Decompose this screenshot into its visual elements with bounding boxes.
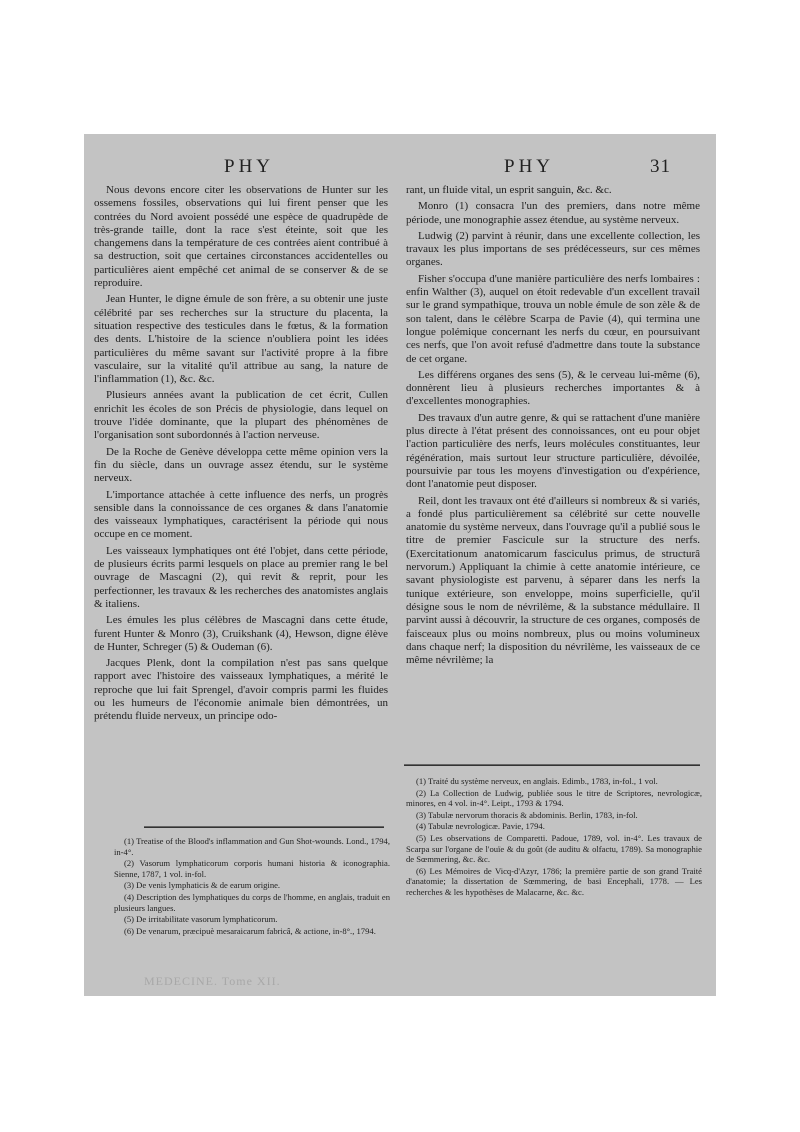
footnote: (2) La Collection de Ludwig, publiée sous le titre de Scriptores, nevrologicæ, minores, en 4 vol. in-4°. Leipt., 1793 & 1794. bbox=[406, 787, 702, 809]
footnote: (3) De venis lymphaticis & de earum origine. bbox=[124, 880, 281, 891]
paragraph: Monro (1) consacra l'un des premiers, dans notre même période, une monographie assez étendue, au système nerveux. bbox=[406, 200, 700, 226]
footnote-divider-left bbox=[144, 826, 384, 828]
footnote: (3) Tabulæ nervorum thoracis & abdominis. Berlin, 1783, in-fol. bbox=[416, 809, 638, 820]
footnote: (4) Description des lymphatiques du corps de l'homme, en anglais, traduit en plusieurs langues. bbox=[114, 891, 390, 913]
paragraph: Les vaisseaux lymphatiques ont été l'objet, dans cette période, de plusieurs écrits parmi lesquels on place au premier rang le bel ouvrage de Mascagni (2), qui revit & reprit, pour les perfectionner, les travaux & les recherches des anatomistes anglais & italiens. bbox=[94, 544, 388, 610]
footnote: (6) De venarum, præcipuè mesaraicarum fabricâ, & actione, in-8°., 1794. bbox=[124, 925, 376, 936]
paragraph: Ludwig (2) parvint à réunir, dans une excellente collection, les travaux les plus importans de ses prédécesseurs, sur ces mêmes organes. bbox=[406, 229, 700, 269]
footnote: (6) Les Mémoires de Vicq-d'Azyr, 1786; la première partie de son grand Traité d'anatomie; la dissertation de Sœmmering, de basi Encephali, 1778. — Les recherches & les hypothèses de Malacarne, &c. &c. bbox=[406, 865, 702, 897]
left-footnotes bbox=[114, 836, 390, 937]
footnote: (4) Tabulæ nevrologicæ. Pavie, 1794. bbox=[416, 821, 545, 832]
scanned-page bbox=[84, 134, 716, 996]
faded-footer-signature: MEDECINE. Tome XII. bbox=[144, 974, 281, 988]
footnote: (2) Vasorum lymphaticorum corporis humani historia & iconographia. Sienne, 1787, 1 vol. in-fol. bbox=[114, 858, 390, 879]
paragraph: Les émules les plus célèbres de Mascagni dans cette étude, furent Hunter & Monro (3), Cruikshank (4), Hewson, digne élève de Hunter, Schreger (5) & Oudeman (6). bbox=[94, 614, 388, 653]
right-column bbox=[406, 184, 700, 670]
left-column bbox=[94, 184, 388, 727]
paragraph: Plusieurs années avant la publication de cet écrit, Cullen enrichit les écoles de son Précis de physiologie, dans lequel on trouve l'idée dominante, que la plupart des phénomènes de l'organisation sont subordonnés à l'action nerveuse. bbox=[94, 389, 388, 442]
paragraph: L'importance attachée à cette influence des nerfs, un progrès sensible dans la connoissance de ces organes & dans l'anatomie des vaisseaux lymphatiques, caractérisent la période qui nous occupe en ce moment. bbox=[94, 488, 388, 541]
paragraph: rant, un fluide vital, un esprit sanguin, &c. &c. bbox=[406, 184, 612, 196]
paragraph: Les différens organes des sens (5), & le cerveau lui-même (6), donnèrent lieu à plusieurs recherches importantes & à d'excellentes monographies. bbox=[406, 368, 700, 408]
paragraph: Nous devons encore citer les observations de Hunter sur les ossemens fossiles, observations qui lui firent penser que les contrées du Nord avoient possédé une espèce de quadrupède de très-grande taille, dont la race s'est éteinte, soit que les changemens dans la température de ces contrées aient contribué à sa destruction, soit que certaines circonstances accidentelles ou particulières aient empêché cet animal de se conserver & de se reproduire. bbox=[94, 184, 388, 290]
header-left: PHY bbox=[224, 156, 275, 177]
header-right: PHY bbox=[504, 156, 555, 177]
footnote: (1) Treatise of the Blood's inflammation and Gun Shot-wounds. Lond., 1794, in-4°. bbox=[114, 836, 390, 857]
paragraph: Fisher s'occupa d'une manière particulière des nerfs lombaires : enfin Walther (3), auquel on étoit redevable d'un excellent travail sur le grand sympathique, trouva un noble émule de son zèle & de son talent, dans le célèbre Scarpa de Pavie (4), qui termina une longue polémique concernant les nerfs du cœur, en poursuivant ces nerfs, que l'on avoit refusé d'admettre dans toute la substance de cet organe. bbox=[406, 272, 700, 365]
footnote: (1) Traité du système nerveux, en anglais. Edimb., 1783, in-fol., 1 vol. bbox=[416, 776, 658, 786]
paragraph: De la Roche de Genève développa cette même opinion vers la fin du siècle, dans un ouvrage assez étendu, sur le système nerveux. bbox=[94, 445, 388, 485]
footnote: (5) De irritabilitate vasorum lymphaticorum. bbox=[124, 914, 278, 925]
paragraph: Des travaux d'un autre genre, & qui se rattachent d'une manière plus directe à l'état présent des connoissances, ont eu pour objet l'action particulière des nerfs, leurs molécules constituantes, leur régénération, mais surtout leur structure particulière, dévoilée, poursuivie par tous les moyens d'investigation ou d'expérience, dont l'anatomie peut disposer. bbox=[406, 411, 700, 491]
footnote-divider-right bbox=[404, 764, 700, 766]
page-number: 31 bbox=[650, 156, 671, 177]
paragraph: Jean Hunter, le digne émule de son frère, a su obtenir une juste célébrité par ses recherches sur la structure du placenta, la situation respective des testicules dans le fœtus, & la formation des dents. L'histoire de la science n'oubliera point les idées particulières du même savant sur l'activité propre à la fibre vasculaire, sur la vitalité qu'il attribue au sang, la nature de l'inflammation (1), &c. &c. bbox=[94, 293, 388, 386]
footnote: (5) Les observations de Comparetti. Padoue, 1789, vol. in-4°. Les travaux de Scarpa sur l'organe de l'ouïe & du goût (de auditu & olfactu, 1789). Sa monographie de Sœmmering, &c. &c. bbox=[406, 832, 702, 865]
running-header bbox=[84, 156, 716, 178]
right-footnotes bbox=[406, 776, 702, 899]
paragraph: Reil, dont les travaux ont été d'ailleurs si nombreux & si variés, a fondé plus particulièrement sa célébrité sur cette nouvelle anatomie du système nerveux, dans l'ouvrage qu'il a publié sous le titre de premier Fascicule sur la structure des nerfs. (Exercitationum anatomicarum fasciculus primus, de structurâ nervorum.) Appliquant la chimie à cette anatomie intérieure, ce savant physiologiste est parvenu, à séparer dans les nerfs la tunique extérieure, son enveloppe, moins superficielle, qu'il désigne sous le nom de névrilème, & la substance médullaire. Il parvint aussi à découvrir, la structure de ces organes, composés de faisceaux plus ou moins nombreux, plus ou moins volumineux dans chaque nerf; la disposition du névrilème, les vaisseaux de ce même névrilème; la bbox=[406, 494, 700, 667]
paragraph: Jacques Plenk, dont la compilation n'est pas sans quelque rapport avec l'histoire des vaisseaux lymphatiques, a mérité le reproche que lui fait Sprengel, d'avoir compris parmi les fluides ou les humeurs de l'économie animale bien démontrées, un prétendu fluide nerveux, un principe odo- bbox=[94, 657, 388, 723]
